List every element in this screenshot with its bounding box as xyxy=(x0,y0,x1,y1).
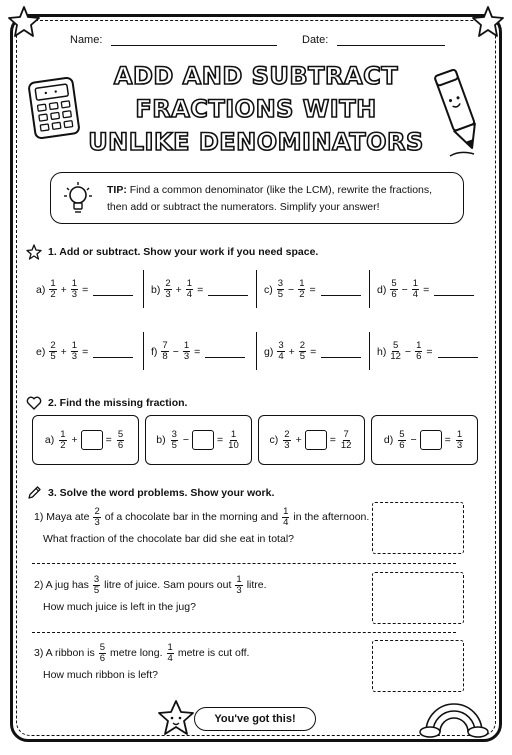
problem-question: How much ribbon is left? xyxy=(43,669,158,681)
denominator: 4 xyxy=(167,652,173,664)
work-box[interactable] xyxy=(372,572,464,624)
answer-blank[interactable] xyxy=(93,346,133,358)
denominator: 6 xyxy=(416,351,422,362)
work-box[interactable] xyxy=(372,640,464,692)
numerator: 3 xyxy=(277,278,284,289)
fraction xyxy=(186,279,193,300)
problem-label: c) xyxy=(264,283,273,296)
denominator: 6 xyxy=(391,289,397,300)
fraction xyxy=(456,430,463,451)
denominator: 4 xyxy=(283,516,289,528)
title-line: UNLIKE DENOMINATORS xyxy=(88,128,424,156)
problem-label: g) xyxy=(264,345,274,358)
title-line: FRACTIONS WITH xyxy=(135,95,377,123)
answer-box[interactable] xyxy=(420,430,442,450)
operator: − xyxy=(182,434,190,446)
numerator: 1 xyxy=(299,278,305,289)
numerator: 1 xyxy=(50,278,56,289)
fraction xyxy=(59,430,66,451)
fraction xyxy=(298,279,305,300)
missing-fraction-item xyxy=(258,415,365,465)
denominator: 5 xyxy=(171,439,177,451)
numerator: 1 xyxy=(183,340,190,351)
problem-item xyxy=(377,341,478,362)
numerator: 2 xyxy=(50,340,56,351)
title-line: ADD AND SUBTRACT xyxy=(113,62,399,90)
answer-blank[interactable] xyxy=(208,284,248,296)
numerator: 5 xyxy=(391,278,397,289)
date-field[interactable] xyxy=(302,34,445,46)
equals: = xyxy=(217,434,224,446)
equals: = xyxy=(197,283,204,296)
denominator: 6 xyxy=(399,439,405,451)
word-problem xyxy=(34,642,249,686)
problem-text: 1) Maya ate xyxy=(34,511,90,523)
numerator: 1 xyxy=(236,573,242,585)
numerator: 5 xyxy=(117,428,124,440)
numerator: 2 xyxy=(165,278,171,289)
fraction xyxy=(49,341,56,362)
answer-blank[interactable] xyxy=(321,284,361,296)
fraction xyxy=(164,279,171,300)
denominator: 5 xyxy=(93,584,100,596)
problem-label: b) xyxy=(151,283,161,296)
operator: − xyxy=(401,283,408,296)
equals: = xyxy=(426,345,433,358)
denominator: 3 xyxy=(71,351,78,362)
denominator: 6 xyxy=(99,652,105,664)
denominator: 12 xyxy=(340,439,352,451)
numerator: 5 xyxy=(99,641,105,653)
numerator: 2 xyxy=(284,428,290,440)
denominator: 3 xyxy=(183,351,190,362)
section-heading xyxy=(26,396,187,410)
answer-blank[interactable] xyxy=(93,284,133,296)
operator: + xyxy=(71,434,78,446)
date-label: Date: xyxy=(302,34,329,46)
problem-label: a) xyxy=(44,434,55,446)
tip-label: TIP: xyxy=(107,184,127,196)
star-icon xyxy=(26,244,42,260)
section-heading xyxy=(26,244,318,260)
fraction xyxy=(341,430,352,451)
fraction xyxy=(93,575,100,596)
tip-box xyxy=(50,172,464,224)
equals: = xyxy=(82,345,89,358)
operator: + xyxy=(288,345,295,358)
denominator: 3 xyxy=(456,439,463,451)
rainbow-icon xyxy=(418,696,490,738)
equals: = xyxy=(82,283,89,296)
numerator: 3 xyxy=(171,428,177,440)
numerator: 5 xyxy=(392,340,399,351)
section-heading-text: 2. Find the missing fraction. xyxy=(48,397,188,409)
denominator: 3 xyxy=(236,584,242,596)
operator: − xyxy=(410,434,417,446)
denominator: 2 xyxy=(50,289,56,300)
numerator: 2 xyxy=(299,340,306,351)
calculator-icon xyxy=(26,76,86,142)
operator: + xyxy=(295,434,302,446)
fraction xyxy=(71,341,78,362)
problem-text: of a chocolate bar in the morning and xyxy=(104,511,279,523)
section-heading-text: 3. Solve the word problems. Show your work. xyxy=(48,487,275,499)
fraction xyxy=(71,279,78,300)
denominator: 6 xyxy=(117,439,124,451)
date-line xyxy=(337,45,445,46)
problem-item xyxy=(151,341,245,362)
problem-text: litre. xyxy=(246,579,267,591)
word-problem xyxy=(34,574,267,618)
fraction xyxy=(235,575,242,596)
equals: = xyxy=(310,345,317,358)
star-icon xyxy=(6,4,42,40)
problem-text: metre is cut off. xyxy=(177,647,250,659)
fraction xyxy=(299,341,306,362)
pencil-icon xyxy=(430,62,490,162)
numerator: 1 xyxy=(60,428,66,440)
numerator: 1 xyxy=(186,278,193,289)
numerator: 1 xyxy=(167,641,173,653)
fraction xyxy=(49,279,56,300)
denominator: 4 xyxy=(186,289,193,300)
answer-blank[interactable] xyxy=(434,284,474,296)
fraction xyxy=(277,279,284,300)
problem-text: 3) A ribbon is xyxy=(34,647,95,659)
fraction xyxy=(161,341,168,362)
lightbulb-icon xyxy=(63,180,93,218)
fraction xyxy=(99,643,106,664)
answer-box[interactable] xyxy=(305,430,327,450)
fraction xyxy=(390,279,397,300)
word-problem xyxy=(34,506,369,550)
denominator: 3 xyxy=(165,289,171,300)
equals: = xyxy=(105,434,112,446)
equals: = xyxy=(329,434,336,446)
operator: − xyxy=(288,283,295,296)
fraction xyxy=(167,643,174,664)
problem-label: b) xyxy=(156,434,166,446)
fraction xyxy=(412,279,419,300)
problem-question: What fraction of the chocolate bar did she eat in total? xyxy=(43,533,294,545)
problem-label: f) xyxy=(151,345,158,358)
equals: = xyxy=(444,434,451,446)
denominator: 4 xyxy=(412,289,419,300)
problem-label: d) xyxy=(383,434,394,446)
name-line xyxy=(111,45,277,46)
denominator: 3 xyxy=(71,289,78,300)
numerator: 3 xyxy=(93,573,100,585)
numerator: 1 xyxy=(71,340,78,351)
operator: − xyxy=(404,345,412,358)
answer-blank[interactable] xyxy=(205,346,245,358)
numerator: 1 xyxy=(71,278,78,289)
problem-item xyxy=(264,341,361,362)
fraction xyxy=(183,341,190,362)
answer-blank[interactable] xyxy=(321,346,361,358)
tip-text: then add or subtract the numerators. Simplify your answer! xyxy=(107,201,380,213)
fraction xyxy=(277,341,284,362)
numerator: 1 xyxy=(416,340,422,351)
missing-fraction-item xyxy=(371,415,478,465)
problem-text: metre long. xyxy=(110,647,163,659)
denominator: 5 xyxy=(50,351,56,362)
equals: = xyxy=(309,283,316,296)
numerator: 1 xyxy=(412,278,419,289)
denominator: 10 xyxy=(228,439,239,451)
problem-text: 2) A jug has xyxy=(34,579,89,591)
star-icon xyxy=(156,698,196,738)
fraction xyxy=(93,507,100,528)
denominator: 12 xyxy=(390,351,401,362)
equals: = xyxy=(194,345,201,358)
section-heading-text: 1. Add or subtract. Show your work if you need space. xyxy=(48,246,319,258)
operator: + xyxy=(60,345,67,358)
fraction xyxy=(282,507,289,528)
fraction xyxy=(171,430,178,451)
missing-fraction-item xyxy=(32,415,139,465)
operator: + xyxy=(60,283,67,296)
section-heading xyxy=(26,485,274,501)
fraction xyxy=(415,341,422,362)
denominator: 8 xyxy=(162,351,168,362)
denominator: 2 xyxy=(60,439,66,451)
fraction xyxy=(117,430,124,451)
name-field[interactable] xyxy=(70,34,277,46)
problem-item xyxy=(377,279,474,300)
problem-label: a) xyxy=(36,283,46,296)
numerator: 3 xyxy=(278,340,284,351)
problem-item xyxy=(264,279,361,300)
numerator: 2 xyxy=(94,505,100,517)
problem-label: c) xyxy=(269,434,279,446)
problem-question: How much juice is left in the jug? xyxy=(43,601,196,613)
page-title xyxy=(86,60,426,159)
equals: = xyxy=(423,283,430,296)
fraction xyxy=(283,430,290,451)
problem-text: litre of juice. Sam pours out xyxy=(104,579,232,591)
denominator: 5 xyxy=(299,351,306,362)
numerator: 7 xyxy=(343,428,349,440)
problem-item xyxy=(36,341,133,362)
problem-text: in the afternoon. xyxy=(293,511,370,523)
problem-label: e) xyxy=(36,345,46,358)
numerator: 1 xyxy=(456,428,463,440)
denominator: 4 xyxy=(278,351,284,362)
divider xyxy=(32,563,456,564)
name-label: Name: xyxy=(70,34,103,46)
denominator: 3 xyxy=(284,439,290,451)
work-box[interactable] xyxy=(372,502,464,554)
answer-blank[interactable] xyxy=(438,346,478,358)
problem-label: d) xyxy=(377,283,387,296)
numerator: 5 xyxy=(399,428,405,440)
answer-box[interactable] xyxy=(192,430,214,450)
fraction xyxy=(398,430,405,451)
numerator: 1 xyxy=(283,505,289,517)
missing-fraction-item xyxy=(145,415,252,465)
operator: + xyxy=(175,283,182,296)
operator: − xyxy=(172,345,179,358)
heart-icon xyxy=(26,396,42,410)
numerator: 1 xyxy=(230,428,237,440)
tip-text: Find a common denominator (like the LCM), rewrite the fractions, xyxy=(129,184,433,196)
problem-item xyxy=(151,279,248,300)
answer-box[interactable] xyxy=(81,430,103,450)
denominator: 5 xyxy=(277,289,284,300)
fraction xyxy=(228,430,239,451)
denominator: 3 xyxy=(94,516,100,528)
numerator: 7 xyxy=(162,340,168,351)
fraction xyxy=(390,341,401,362)
problem-item xyxy=(36,279,133,300)
encouragement-badge: You've got this! xyxy=(194,707,316,731)
pencil-icon xyxy=(26,485,42,501)
problem-label: h) xyxy=(377,345,387,358)
denominator: 2 xyxy=(299,289,305,300)
star-icon xyxy=(470,4,506,40)
divider xyxy=(32,632,456,633)
